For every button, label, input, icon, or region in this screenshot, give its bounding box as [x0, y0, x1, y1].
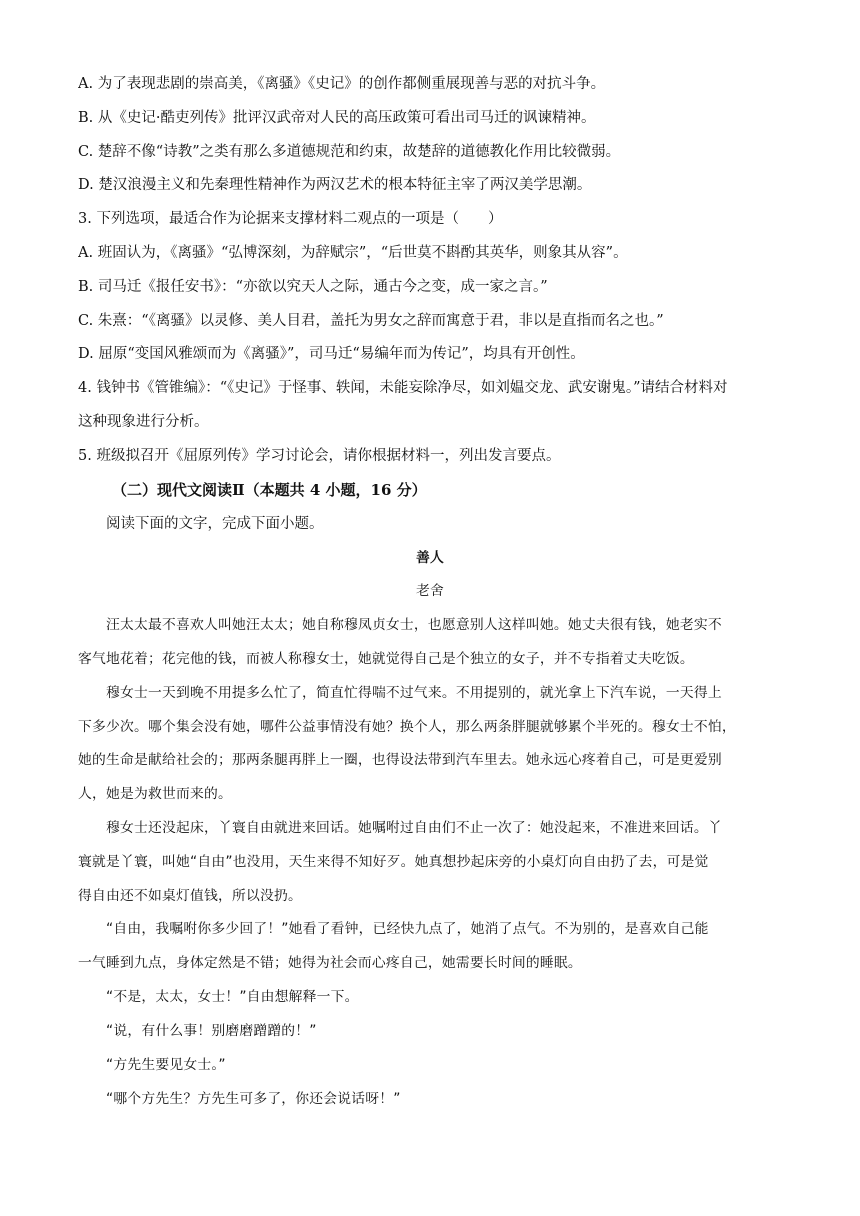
q4-line-1: 4. 钱钟书《管锥编》：“《史记》于怪事、轶闻，未能妄除净尽，如刘媪交龙、武安谢鬼。”请结合材料对	[78, 380, 728, 396]
reading-instruction: 阅读下面的文字，完成下面小题。	[106, 516, 324, 532]
q3-option-a: A. 班固认为，《离骚》“弘博深刻，为辞赋宗”，“后世莫不斟酌其英华，则象其从容”。	[78, 245, 628, 261]
story-line: 穆女士还没起床，丫寰自由就进来回话。她嘱咐过自由们不止一次了：她没起来，不准进来回话。丫	[106, 820, 722, 836]
story-line: 下多少次。哪个集会没有她，哪件公益事情没有她？换个人，那么两条胖腿就够累个半死的。穆女士不怕，	[78, 719, 736, 735]
q3-option-b: B. 司马迁《报任安书》：“亦欲以究天人之际，通古今之变，成一家之言。”	[78, 279, 548, 295]
story-line: 一气睡到九点，身体定然是不错；她得为社会而心疼自己，她需要长时间的睡眠。	[78, 955, 582, 971]
section-heading: （二）现代文阅读Ⅱ（本题共 4 小题，16 分）	[112, 481, 427, 499]
q2-option-d: D. 楚汉浪漫主义和先秦理性精神作为两汉艺术的根本特征主宰了两汉美学思潮。	[78, 177, 592, 193]
story-line: “不是，太太，女士！”自由想解释一下。	[106, 989, 359, 1005]
story-line: “哪个方先生？方先生可多了，你还会说话呀！”	[106, 1091, 401, 1107]
story-line: 汪太太最不喜欢人叫她汪太太；她自称穆凤贞女士，也愿意别人这样叫她。她丈夫很有钱，她老实不	[106, 617, 722, 633]
q3-option-d: D. 屈原“变国风雅颂而为《离骚》”，司马迁“易编年而为传记”，均具有开创性。	[78, 346, 585, 362]
q4-line-2: 这种现象进行分析。	[78, 414, 209, 430]
q3-stem: 3. 下列选项，最适合作为论据来支撑材料二观点的一项是（ ）	[78, 211, 503, 227]
story-author: 老舍	[416, 583, 444, 599]
story-line: 穆女士一天到晚不用提多么忙了，简直忙得喘不过气来。不用提别的，就光拿上下汽车说，一天得上	[106, 685, 722, 701]
story-line: 她的生命是献给社会的；那两条腿再胖上一圈，也得设法带到汽车里去。她永远心疼着自己，可是更爱别	[78, 752, 722, 768]
story-line: “自由，我嘱咐你多少回了！”她看了看钟，已经快九点了，她消了点气。不为别的，是喜欢自己能	[106, 921, 709, 937]
q2-option-b: B. 从《史记·酷吏列传》批评汉武帝对人民的高压政策可看出司马迁的讽谏精神。	[78, 110, 596, 126]
story-line: 人，她是为救世而来的。	[78, 786, 232, 802]
story-line: “说，有什么事！别磨磨蹭蹭的！”	[106, 1023, 317, 1039]
story-title: 善人	[416, 550, 444, 566]
q2-option-c: C. 楚辞不像“诗教”之类有那么多道德规范和约束，故楚辞的道德教化作用比较微弱。	[78, 144, 621, 160]
story-line: 得自由还不如桌灯值钱，所以没扔。	[78, 888, 302, 904]
story-line: “方先生要见女士。”	[106, 1057, 226, 1073]
q2-option-a: A. 为了表现悲剧的崇高美，《离骚》《史记》的创作都侧重展现善与恶的对抗斗争。	[78, 76, 606, 92]
q3-option-c: C. 朱熹：“《离骚》以灵修、美人目君，盖托为男女之辞而寓意于君，非以是直指而名之也。”	[78, 313, 664, 329]
q5: 5. 班级拟召开《屈原列传》学习讨论会，请你根据材料一，列出发言要点。	[78, 448, 561, 464]
story-line: 寰就是丫寰，叫她“自由”也没用，天生来得不知好歹。她真想抄起床旁的小桌灯向自由扔了去，可是觉	[78, 854, 709, 870]
story-line: 客气地花着；花完他的钱，而被人称穆女士，她就觉得自己是个独立的女子，并不专指着丈夫吃饭。	[78, 651, 694, 667]
